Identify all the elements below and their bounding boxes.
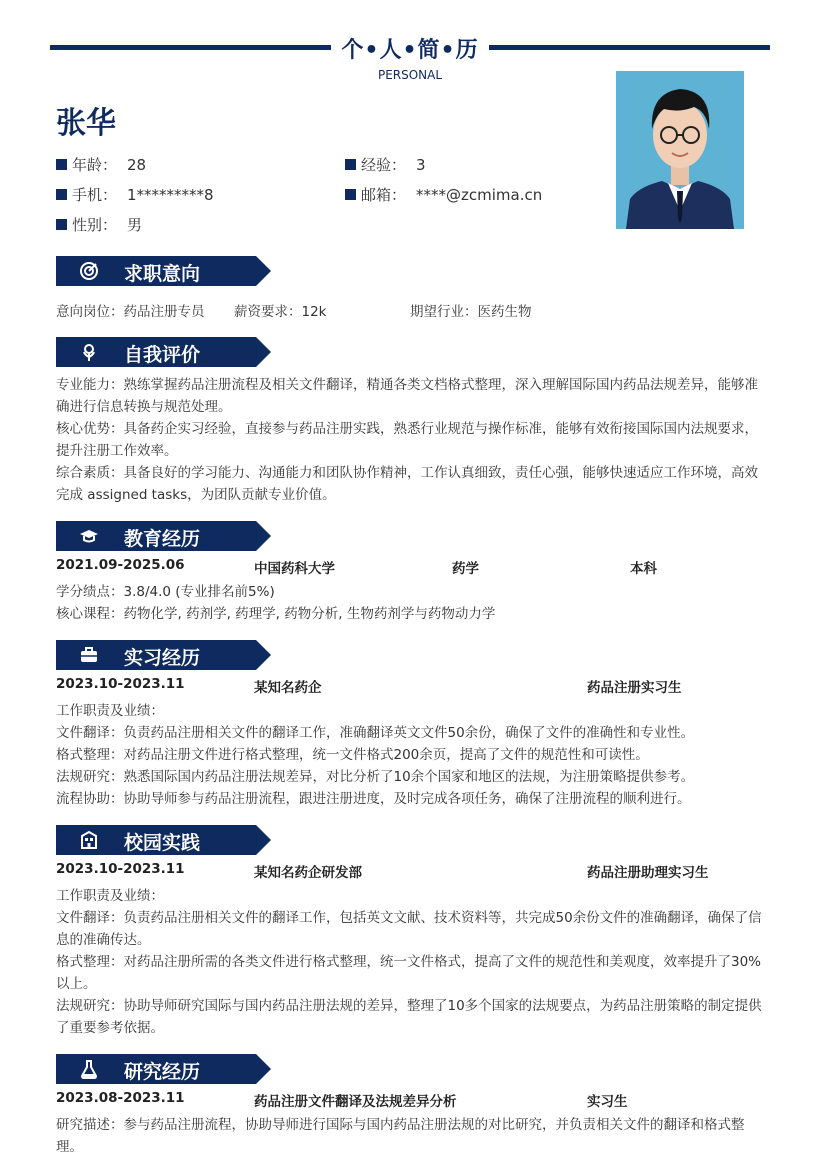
info-phone: 手机： 1*********8 (56, 184, 214, 205)
section-title: 研究经历 (124, 1061, 201, 1083)
internship-line: 文件翻译：负责药品注册相关文件的翻译工作，准确翻译英文文件50余份，确保了文件的准确性和专业性。 (56, 725, 695, 741)
campus-line: 工作职责及业绩： (56, 888, 164, 904)
research-date: 2023.08-2023.11 (56, 1090, 185, 1106)
info-age: 年龄： 28 (56, 154, 146, 175)
internship-line: 流程协助：协助导师参与药品注册流程，跟进注册进度，及时完成各项任务，确保了注册流程的顺利进行。 (56, 791, 691, 807)
internship-line: 法规研究：熟悉国际国内药品注册法规差异，对比分析了10余个国家和地区的法规，为注册策略提供参考。 (56, 769, 695, 785)
target-icon (79, 261, 99, 281)
research-role: 实习生 (587, 1094, 628, 1110)
info-gender: 性别： 男 (56, 214, 142, 235)
internship-role: 药品注册实习生 (587, 680, 682, 696)
resume-title: 个•人•简•历 (341, 38, 479, 63)
resume-subtitle: PERSONAL (377, 68, 443, 82)
self-eval-paragraph: 专业能力：熟练掌握药品注册流程及相关文件翻译，精通各类文档格式整理，深入理解国际国内药品法规差异，能够准确进行信息转换与规范处理。 (56, 377, 758, 415)
info-experience: 经验： 3 (345, 154, 426, 175)
flower-icon (79, 342, 99, 362)
section-title: 求职意向 (124, 263, 201, 285)
section-title: 校园实践 (124, 832, 201, 854)
section-header-research (56, 1054, 271, 1084)
bullet-square (56, 219, 67, 230)
internship-header-row (56, 676, 768, 698)
section-header-internship (56, 640, 271, 670)
graduation-cap-icon (79, 526, 99, 546)
campus-line: 文件翻译：负责药品注册相关文件的翻译工作，包括英文文献、技术资料等，共完成50余份文件的准确翻译，确保了信息的准确传达。 (56, 910, 762, 948)
education-courses: 核心课程：药物化学, 药剂学, 药理学, 药物分析, 生物药剂学与药物动力学 (56, 606, 496, 622)
self-eval-paragraph: 核心优势：具备药企实习经验，直接参与药品注册实践，熟悉行业规范与操作标准，能够有效衔接国际国内法规要求，提升注册工作效率。 (56, 421, 758, 459)
research-project: 药品注册文件翻译及法规差异分析 (254, 1094, 457, 1110)
education-major: 药学 (452, 561, 479, 577)
info-email: 邮箱： ****@zcmima.cn (345, 184, 542, 205)
education-gpa: 学分绩点：3.8/4.0 (专业排名前5%) (56, 584, 275, 600)
intent-position: 意向岗位：药品注册专员 (56, 304, 205, 320)
campus-date: 2023.10-2023.11 (56, 861, 185, 877)
section-header-self-evaluation (56, 337, 271, 367)
profile-photo (616, 71, 744, 229)
campus-line: 格式整理：对药品注册所需的各类文件进行格式整理，统一文件格式，提高了文件的规范性和美观度，效率提升了30%以上。 (56, 954, 762, 992)
internship-date: 2023.10-2023.11 (56, 676, 185, 692)
education-date: 2021.09-2025.06 (56, 557, 185, 573)
education-degree: 本科 (630, 561, 657, 577)
education-header-row (56, 557, 768, 579)
section-title: 教育经历 (124, 528, 201, 550)
research-description: 研究描述：参与药品注册流程，协助导师进行国际与国内药品注册法规的对比研究，并负责相关文件的翻译和格式整理。 (56, 1117, 745, 1155)
bullet-square (56, 189, 67, 200)
campus-line: 法规研究：协助导师研究国际与国内药品注册法规的差异，整理了10多个国家的法规要点，为药品注册策略的制定提供了重要参考依据。 (56, 998, 762, 1036)
campus-org: 某知名药企研发部 (254, 865, 362, 881)
section-header-campus (56, 825, 271, 855)
section-title: 实习经历 (124, 647, 201, 669)
flask-icon (79, 1059, 99, 1079)
education-school: 中国药科大学 (254, 561, 335, 577)
internship-company: 某知名药企 (254, 680, 322, 696)
campus-role: 药品注册助理实习生 (587, 865, 709, 881)
candidate-name: 张华 (56, 106, 116, 141)
internship-line: 工作职责及业绩： (56, 703, 164, 719)
bullet-square (345, 159, 356, 170)
section-header-intent (56, 256, 271, 286)
section-header-education (56, 521, 271, 551)
research-header-row (56, 1090, 768, 1112)
internship-line: 格式整理：对药品注册文件进行格式整理，统一文件格式200余页，提高了文件的规范性和可读性。 (56, 747, 649, 763)
campus-header-row (56, 861, 768, 883)
building-icon (79, 830, 99, 850)
intent-salary: 薪资要求：12k (234, 304, 327, 320)
briefcase-icon (79, 645, 99, 665)
intent-industry: 期望行业：医药生物 (410, 304, 532, 320)
bullet-square (345, 189, 356, 200)
section-title: 自我评价 (124, 344, 201, 366)
bullet-square (56, 159, 67, 170)
self-eval-paragraph: 综合素质：具备良好的学习能力、沟通能力和团队协作精神，工作认真细致，责任心强，能够快速适应工作环境，高效完成 assigned tasks，为团队贡献专业价值。 (56, 465, 758, 503)
